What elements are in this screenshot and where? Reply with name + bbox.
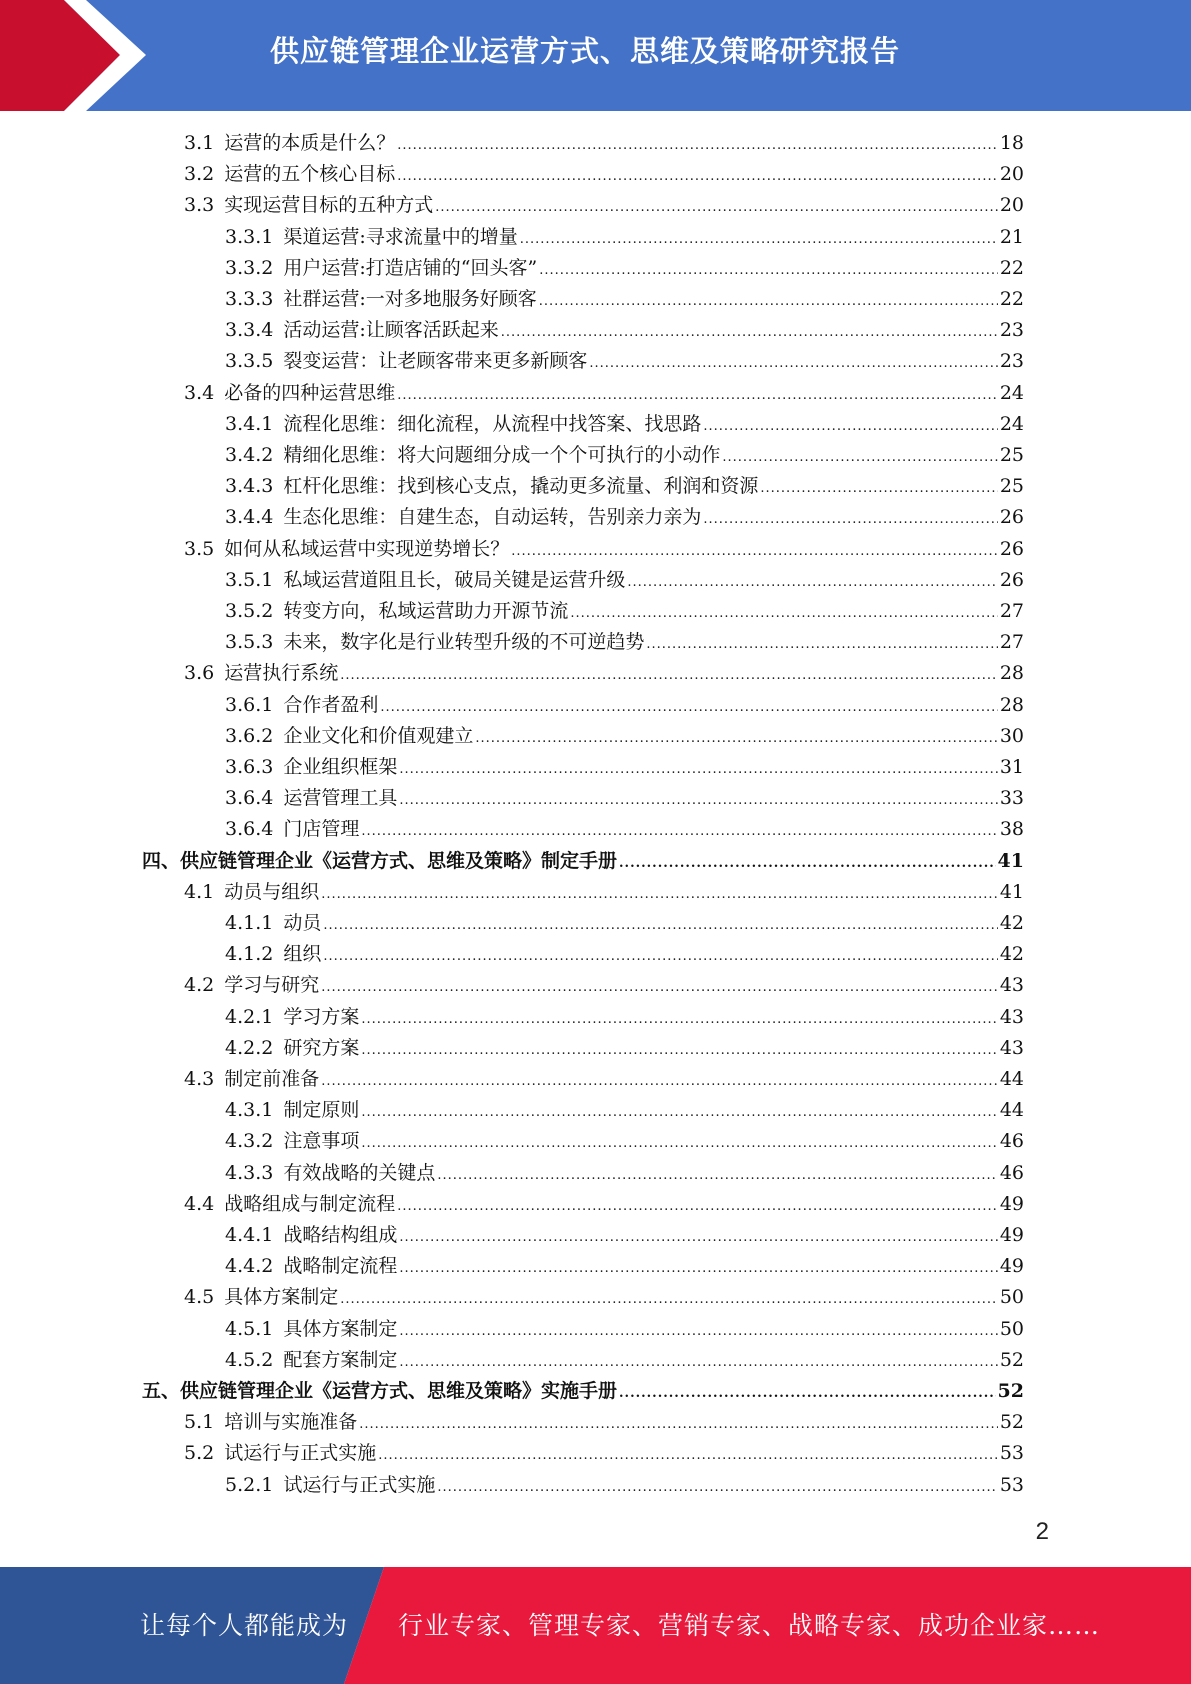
toc-leader-dots — [511, 536, 998, 567]
toc-leader-dots — [323, 910, 997, 941]
toc-entry-number: 3.3.4 — [225, 319, 274, 342]
toc-entry-title: 制定原则 — [283, 1099, 360, 1122]
toc-entry-page: 23 — [999, 350, 1024, 373]
toc-entry-page: 53 — [999, 1442, 1024, 1465]
toc-entry-title: 门店管理 — [283, 818, 360, 841]
toc-entry[interactable] — [225, 939, 1024, 970]
toc-entry[interactable] — [225, 1095, 1024, 1126]
toc-entry-title: 战略结构组成 — [283, 1224, 398, 1246]
toc-leader-dots — [399, 754, 997, 785]
toc-entry-title: 杠杆化思维：找到核心支点，撬动更多流量、利润和资源 — [283, 475, 759, 498]
toc-entry-page: 18 — [999, 132, 1024, 154]
toc-entry[interactable] — [225, 596, 1024, 627]
page-footer — [0, 1567, 1191, 1684]
toc-entry-page: 30 — [999, 724, 1024, 747]
toc-leader-dots — [437, 1160, 997, 1191]
toc-entry-page: 52 — [999, 1411, 1024, 1434]
toc-entry[interactable] — [225, 346, 1024, 377]
toc-entry-number: 4.4 — [184, 1192, 215, 1215]
toc-entry-page: 43 — [999, 1005, 1024, 1028]
toc-entry-number: 3.6 — [184, 662, 215, 685]
toc-entry-page: 53 — [999, 1473, 1024, 1496]
toc-entry-number: 3.5.2 — [225, 600, 274, 622]
toc-entry-title: 活动运营:让顾客活跃起来 — [283, 319, 499, 342]
toc-entry-page: 46 — [999, 1130, 1024, 1153]
toc-entry-title: 运营的本质是什么？ — [224, 132, 396, 154]
toc-entry[interactable] — [225, 440, 1024, 471]
toc-entry-number: 4.2 — [184, 974, 215, 997]
toc-entry-page: 26 — [999, 568, 1024, 591]
toc-entry-page: 46 — [999, 1161, 1024, 1184]
toc-entry-page: 22 — [999, 256, 1024, 279]
toc-entry[interactable] — [184, 658, 1024, 689]
toc-entry-number: 3.6.3 — [225, 756, 274, 778]
toc-entry-number: 4.5.2 — [225, 1348, 274, 1371]
toc-entry-number: 3.3.5 — [225, 350, 274, 373]
toc-entry-page: 42 — [999, 912, 1024, 934]
toc-leader-dots — [361, 1004, 997, 1035]
toc-entry[interactable] — [184, 128, 1024, 159]
toc-entry-number: 4.5.1 — [225, 1317, 274, 1340]
toc-leader-dots — [703, 411, 997, 442]
toc-leader-dots — [399, 1253, 997, 1284]
toc-entry-page: 25 — [999, 475, 1024, 498]
toc-entry-page: 27 — [999, 631, 1024, 654]
toc-entry-title: 有效战略的关键点 — [283, 1161, 436, 1184]
toc-leader-dots — [397, 161, 998, 192]
toc-leader-dots — [323, 941, 997, 972]
toc-entry[interactable] — [184, 1064, 1024, 1095]
toc-leader-dots — [399, 785, 997, 816]
toc-leader-dots — [361, 816, 997, 847]
toc-entry[interactable] — [225, 471, 1024, 502]
toc-entry[interactable] — [225, 1345, 1024, 1376]
toc-leader-dots — [397, 130, 998, 161]
toc-entry-title: 用户运营:打造店铺的“回头客” — [283, 256, 538, 279]
toc-leader-dots — [501, 317, 998, 348]
toc-leader-dots — [397, 1191, 998, 1222]
toc-entry-number: 4.1.2 — [225, 943, 274, 966]
toc-leader-dots — [321, 972, 998, 1003]
toc-leader-dots — [321, 879, 998, 910]
toc-leader-dots — [399, 1316, 997, 1347]
toc-entry-number: 3.3.1 — [225, 225, 274, 248]
toc-entry-number: 3.4.4 — [225, 506, 274, 529]
toc-entry[interactable] — [184, 1189, 1024, 1220]
toc-entry-page: 22 — [999, 288, 1024, 310]
toc-entry-title: 供应链管理企业《运营方式、思维及策略》制定手册 — [180, 849, 618, 872]
toc-leader-dots — [378, 1440, 998, 1471]
toc-entry-number: 四、 — [142, 849, 181, 872]
footer-expert-list: 行业专家、管理专家、营销专家、战略专家、成功企业家…… — [398, 1611, 1101, 1640]
toc-leader-dots — [570, 598, 997, 629]
toc-entry-title: 必备的四种运营思维 — [224, 381, 396, 404]
toc-entry[interactable] — [225, 1126, 1024, 1157]
toc-entry-title: 生态化思维：自建生态，自动运转，告别亲力亲为 — [283, 506, 702, 529]
toc-entry-page: 26 — [999, 506, 1024, 529]
toc-entry-page: 20 — [999, 163, 1024, 186]
toc-entry[interactable] — [225, 690, 1024, 721]
toc-entry-page: 28 — [999, 693, 1024, 716]
toc-entry-title: 配套方案制定 — [283, 1348, 398, 1371]
toc-entry-title: 转变方向，私域运营助力开源节流 — [283, 600, 569, 622]
toc-leader-dots — [399, 1222, 997, 1253]
toc-entry-title: 渠道运营:寻求流量中的增量 — [283, 225, 518, 248]
toc-entry[interactable] — [225, 502, 1024, 533]
toc-entry-page: 33 — [999, 787, 1024, 810]
toc-entry-title: 学习与研究 — [224, 974, 320, 997]
toc-entry-number: 3.4.2 — [225, 444, 274, 466]
toc-entry-page: 49 — [999, 1224, 1024, 1246]
toc-entry[interactable] — [225, 908, 1024, 939]
toc-leader-dots — [361, 1035, 997, 1066]
toc-entry-page: 20 — [999, 194, 1024, 217]
toc-entry[interactable] — [225, 627, 1024, 658]
toc-entry-number: 3.4.3 — [225, 475, 274, 498]
toc-leader-dots — [619, 848, 996, 879]
toc-entry-number: 3.5.3 — [225, 631, 274, 654]
toc-entry-title: 具体方案制定 — [224, 1286, 339, 1309]
toc-entry-number: 3.3.2 — [225, 256, 274, 279]
toc-entry-title: 如何从私域运营中实现逆势增长？ — [224, 537, 510, 560]
toc-leader-dots — [539, 286, 998, 317]
toc-entry[interactable] — [184, 190, 1024, 221]
toc-entry-title: 流程化思维：细化流程，从流程中找答案、找思路 — [283, 412, 702, 435]
toc-entry-title: 培训与实施准备 — [224, 1411, 358, 1434]
toc-leader-dots — [340, 660, 998, 691]
toc-entry[interactable] — [184, 1438, 1024, 1469]
toc-leader-dots — [340, 1284, 998, 1315]
toc-entry-page: 41 — [999, 880, 1024, 903]
toc-leader-dots — [520, 224, 998, 255]
toc-entry-page: 50 — [999, 1317, 1024, 1340]
toc-entry[interactable] — [184, 159, 1024, 190]
toc-leader-dots — [760, 473, 997, 504]
toc-entry-title: 运营管理工具 — [283, 787, 398, 810]
toc-entry-page: 50 — [999, 1286, 1024, 1309]
toc-leader-dots — [359, 1409, 998, 1440]
toc-leader-dots — [589, 348, 997, 379]
toc-entry-page: 44 — [999, 1068, 1024, 1090]
toc-entry[interactable] — [225, 1033, 1024, 1064]
toc-entry[interactable] — [225, 721, 1024, 752]
toc-entry-number: 3.3 — [184, 194, 215, 217]
toc-entry-number: 3.6.4 — [225, 818, 274, 841]
toc-leader-dots — [397, 380, 998, 411]
toc-entry[interactable] — [225, 1470, 1024, 1501]
toc-entry-title: 制定前准备 — [224, 1068, 320, 1090]
toc-entry[interactable] — [184, 1282, 1024, 1313]
toc-entry-number: 4.4.1 — [225, 1224, 274, 1246]
toc-entry-page: 26 — [999, 537, 1024, 560]
toc-entry[interactable] — [184, 534, 1024, 565]
toc-entry[interactable] — [225, 409, 1024, 440]
toc-entry-page: 24 — [999, 412, 1024, 435]
toc-entry-page: 44 — [999, 1099, 1024, 1122]
toc-entry-number: 4.4.2 — [225, 1255, 274, 1278]
toc-entry-title: 试运行与正式实施 — [224, 1442, 377, 1465]
toc-entry[interactable] — [142, 846, 1024, 877]
toc-entry-page: 21 — [999, 225, 1024, 248]
toc-entry-title: 具体方案制定 — [283, 1317, 398, 1340]
toc-entry[interactable] — [184, 877, 1024, 908]
toc-entry-page: 31 — [999, 756, 1024, 778]
toc-entry[interactable] — [225, 1002, 1024, 1033]
toc-entry-title: 动员 — [283, 912, 322, 934]
toc-entry-number: 3.4 — [184, 381, 215, 404]
toc-entry-page: 49 — [999, 1255, 1024, 1278]
toc-entry-number: 4.3 — [184, 1068, 215, 1090]
toc-entry-number: 4.2.2 — [225, 1036, 274, 1059]
toc-entry-page: 38 — [999, 818, 1024, 841]
toc-entry-number: 4.2.1 — [225, 1005, 274, 1028]
toc-entry[interactable] — [184, 970, 1024, 1001]
page-number: 2 — [1035, 1518, 1049, 1545]
toc-entry-title: 学习方案 — [283, 1005, 360, 1028]
toc-entry-page: 43 — [999, 974, 1024, 997]
toc-entry-title: 研究方案 — [283, 1036, 360, 1059]
toc-entry[interactable] — [225, 253, 1024, 284]
toc-entry-page: 25 — [999, 444, 1024, 466]
toc-entry-number: 3.1 — [184, 132, 215, 154]
toc-entry-number: 4.3.1 — [225, 1099, 274, 1122]
toc-entry-number: 3.6.2 — [225, 724, 274, 747]
toc-entry-title: 战略制定流程 — [283, 1255, 398, 1278]
toc-entry[interactable] — [225, 1314, 1024, 1345]
toc-entry-title: 注意事项 — [283, 1130, 360, 1153]
toc-entry[interactable] — [142, 1376, 1024, 1407]
toc-entry[interactable] — [225, 783, 1024, 814]
toc-entry-page: 28 — [999, 662, 1024, 685]
toc-leader-dots — [619, 1378, 996, 1409]
toc-entry-number: 五、 — [142, 1380, 181, 1402]
toc-entry-number: 4.3.3 — [225, 1161, 274, 1184]
toc-entry-number: 4.3.2 — [225, 1130, 274, 1153]
toc-entry-number: 5.2.1 — [225, 1473, 274, 1496]
toc-entry-page: 42 — [999, 943, 1024, 966]
toc-entry-number: 3.6.4 — [225, 787, 274, 810]
toc-entry[interactable] — [225, 1251, 1024, 1282]
toc-entry-number: 5.1 — [184, 1411, 215, 1434]
toc-entry-page: 43 — [999, 1036, 1024, 1059]
toc-entry-page: 23 — [999, 319, 1024, 342]
toc-entry[interactable] — [225, 814, 1024, 845]
report-title: 供应链管理企业运营方式、思维及策略研究报告 — [270, 34, 901, 68]
toc-leader-dots — [703, 504, 997, 535]
toc-leader-dots — [437, 1472, 997, 1503]
toc-entry-number: 4.1 — [184, 880, 215, 903]
toc-entry-number: 3.5.1 — [225, 568, 274, 591]
toc-leader-dots — [435, 192, 998, 223]
toc-entry[interactable] — [225, 315, 1024, 346]
toc-entry-title: 社群运营:一对多地服务好顾客 — [283, 288, 537, 310]
toc-entry[interactable] — [225, 222, 1024, 253]
toc-entry-title: 企业文化和价值观建立 — [283, 724, 474, 747]
toc-entry[interactable] — [225, 1220, 1024, 1251]
toc-entry-page: 52 — [999, 1348, 1024, 1371]
toc-entry[interactable] — [225, 752, 1024, 783]
toc-leader-dots — [380, 692, 997, 723]
toc-leader-dots — [321, 1066, 998, 1097]
footer-slogan: 让每个人都能成为 — [140, 1611, 349, 1640]
toc-leader-dots — [361, 1097, 997, 1128]
toc-entry-title: 动员与组织 — [224, 880, 320, 903]
toc-entry[interactable] — [225, 284, 1024, 315]
toc-leader-dots — [627, 567, 997, 598]
toc-entry-page: 24 — [999, 381, 1024, 404]
toc-entry-page: 49 — [999, 1192, 1024, 1215]
toc-entry-title: 合作者盈利 — [283, 693, 379, 716]
toc-leader-dots — [475, 723, 997, 754]
toc-entry-number: 4.5 — [184, 1286, 215, 1309]
toc-entry-number: 3.4.1 — [225, 412, 274, 435]
toc-entry-number: 4.1.1 — [225, 912, 274, 934]
page-header — [0, 0, 1191, 111]
toc-entry-page: 27 — [999, 600, 1024, 622]
toc-entry-number: 3.5 — [184, 537, 215, 560]
toc-entry-title: 实现运营目标的五种方式 — [224, 194, 434, 217]
toc-leader-dots — [646, 629, 997, 660]
toc-entry-title: 供应链管理企业《运营方式、思维及策略》实施手册 — [180, 1380, 618, 1402]
toc-entry-title: 裂变运营：让老顾客带来更多新顾客 — [283, 350, 588, 373]
toc-entry-page: 41 — [997, 849, 1024, 872]
toc-entry-number: 5.2 — [184, 1442, 215, 1465]
toc-entry-title: 运营的五个核心目标 — [224, 163, 396, 186]
toc-entry[interactable] — [225, 565, 1024, 596]
toc-entry-title: 战略组成与制定流程 — [224, 1192, 396, 1215]
toc-leader-dots — [722, 442, 997, 473]
toc-leader-dots — [539, 255, 998, 286]
toc-entry-number: 3.2 — [184, 163, 215, 186]
toc-entry[interactable] — [184, 1407, 1024, 1438]
toc-entry-title: 企业组织框架 — [283, 756, 398, 778]
toc-entry-title: 私域运营道阻且长，破局关键是运营升级 — [283, 568, 626, 591]
toc-entry-title: 试运行与正式实施 — [283, 1473, 436, 1496]
toc-leader-dots — [361, 1128, 997, 1159]
toc-leader-dots — [399, 1347, 997, 1378]
toc-entry[interactable] — [225, 1158, 1024, 1189]
toc-entry-title: 精细化思维：将大问题细分成一个个可执行的小动作 — [283, 444, 721, 466]
toc-entry-title: 组织 — [283, 943, 322, 966]
toc-entry-number: 3.3.3 — [225, 288, 274, 310]
toc-entry-number: 3.6.1 — [225, 693, 274, 716]
toc-entry-page: 52 — [997, 1380, 1024, 1402]
toc-entry-title: 未来，数字化是行业转型升级的不可逆趋势 — [283, 631, 645, 654]
toc-entry-title: 运营执行系统 — [224, 662, 339, 685]
toc-entry[interactable] — [184, 378, 1024, 409]
